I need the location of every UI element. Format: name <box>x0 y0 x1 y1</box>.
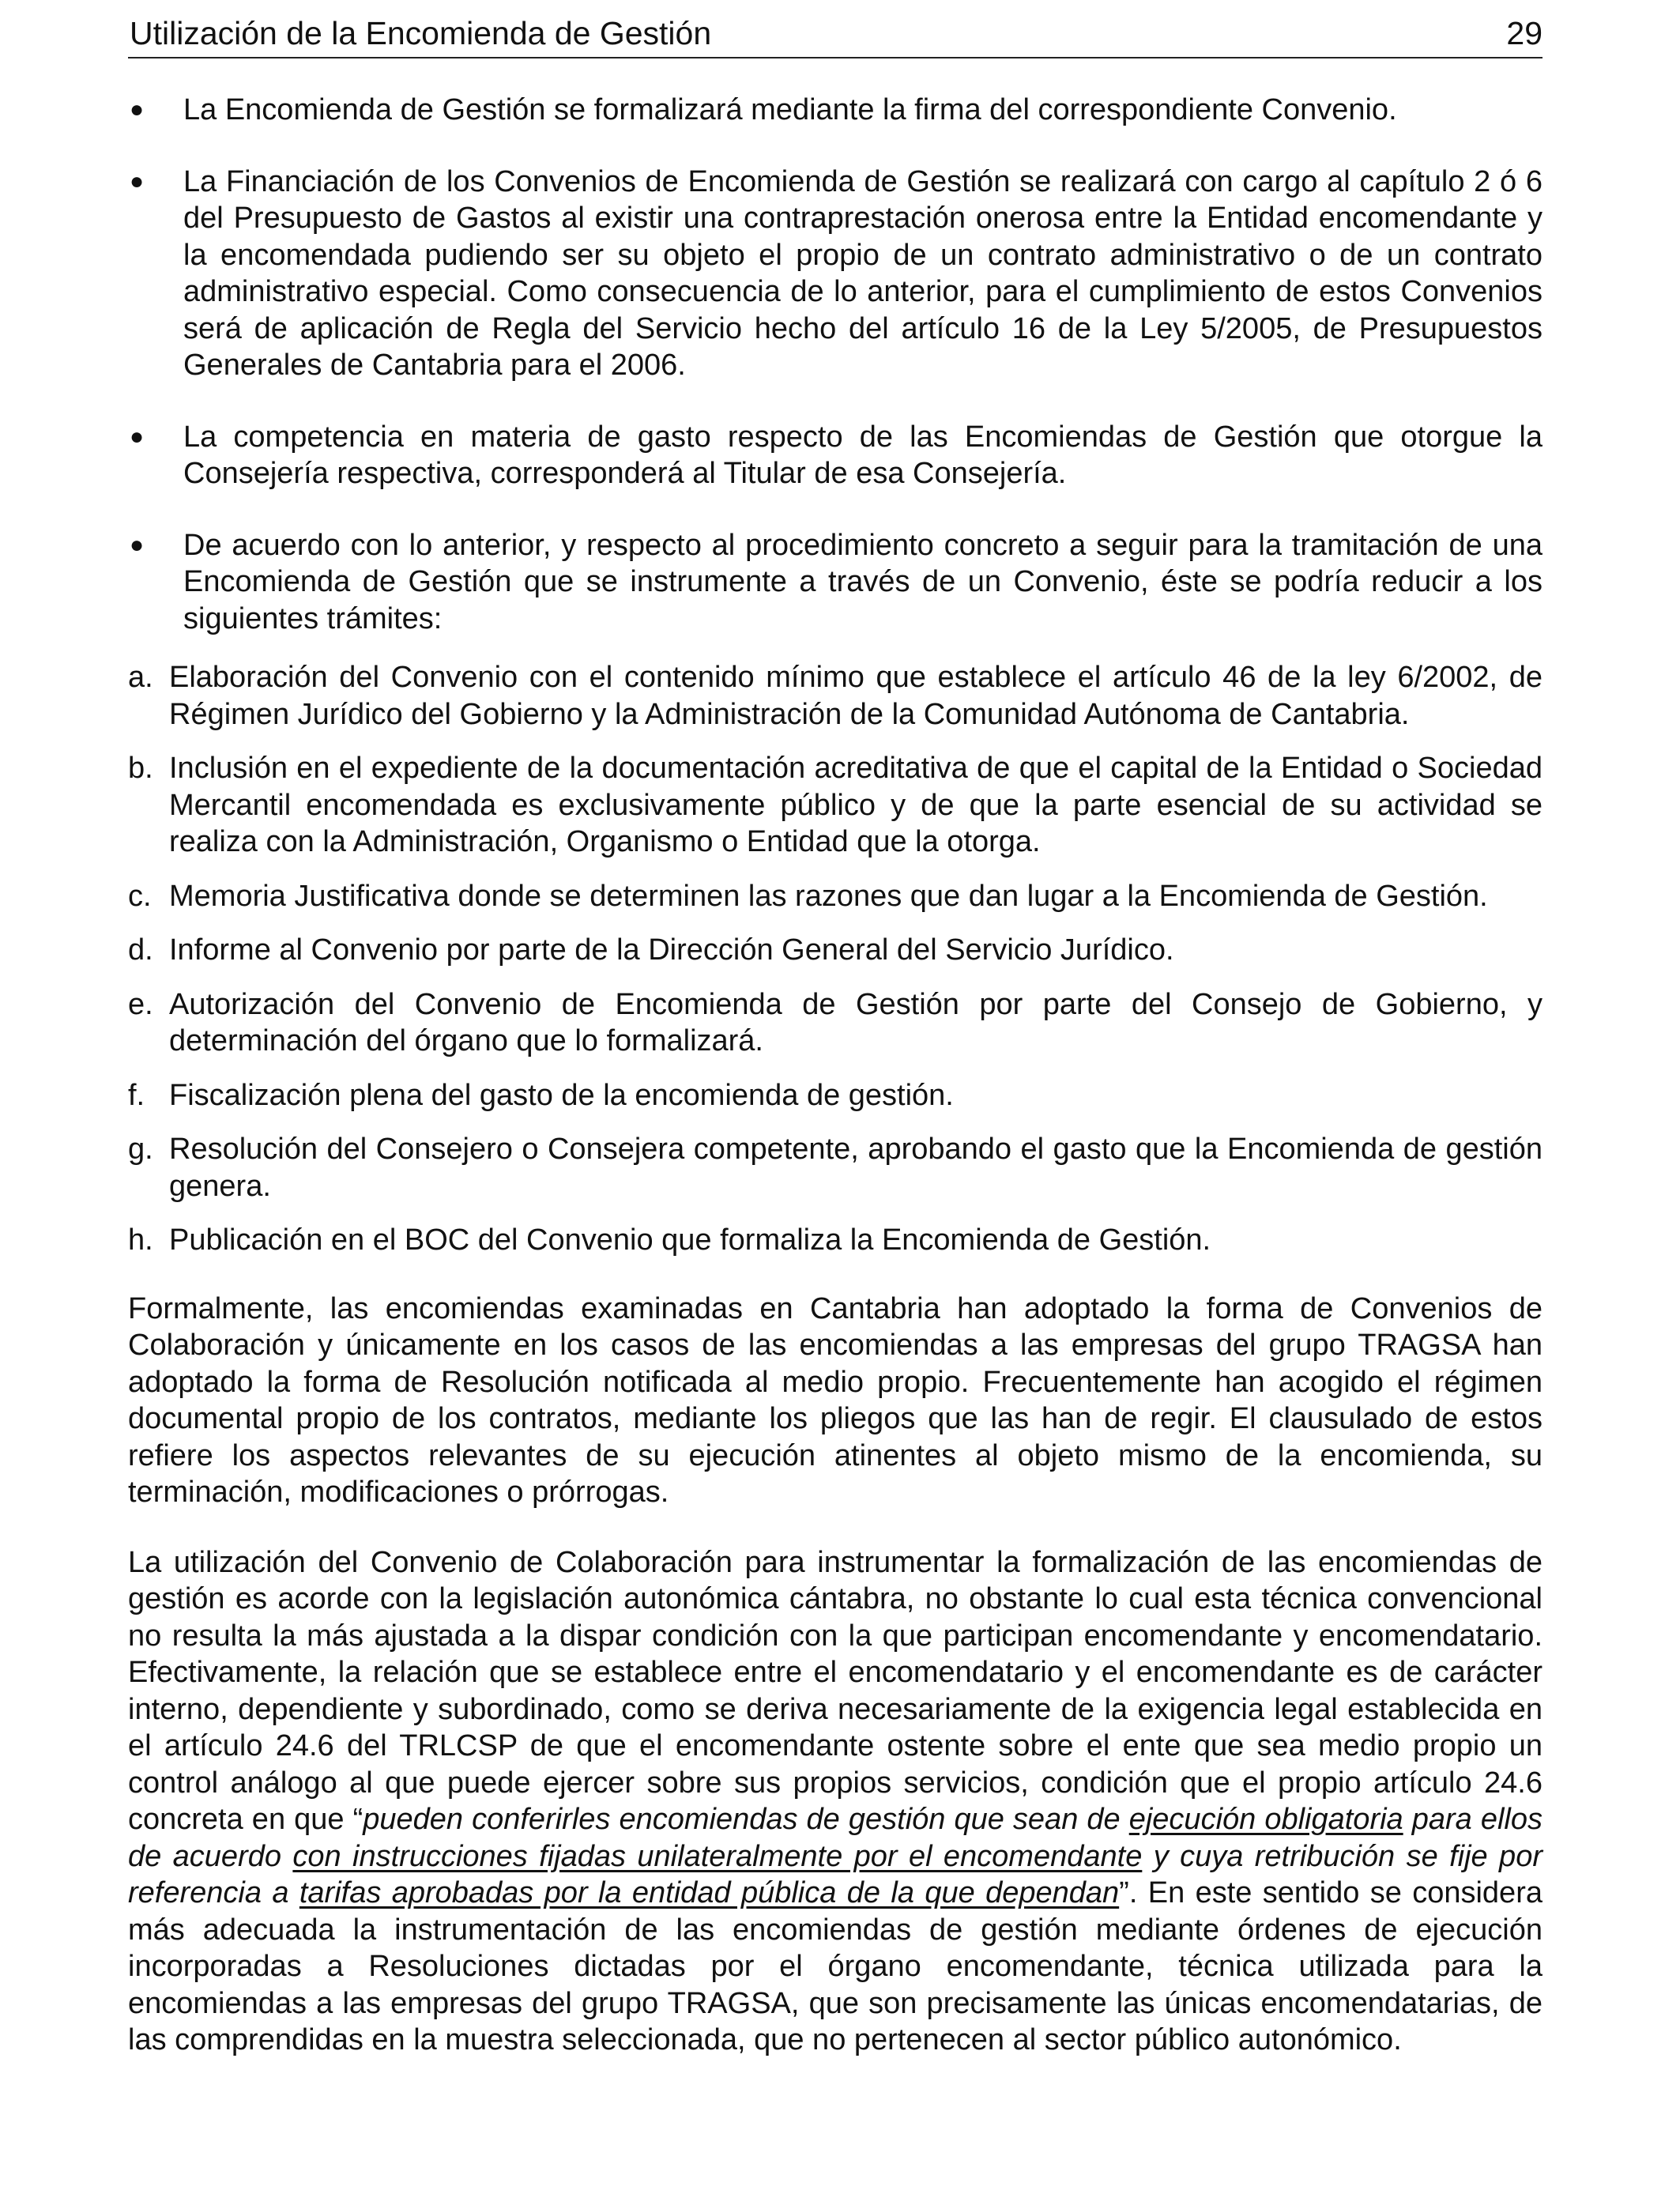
bullet-icon: ● <box>130 96 145 123</box>
step-label: b. <box>128 752 153 785</box>
paragraph <box>128 1544 1543 2059</box>
bullet-icon: ● <box>130 423 145 450</box>
header-title: Utilización de la Encomienda de Gestión <box>130 15 712 51</box>
quote-underlined-text: tarifas aprobadas por la entidad pública de la que dependan <box>299 1876 1120 1909</box>
step-text: Publicación en el BOC del Convenio que formaliza la Encomienda de Gestión. <box>169 1223 1211 1257</box>
step-text: Autorización del Convenio de Encomienda de Gestión por parte del Consejo de Gobierno, y determinación del órgano que lo formalizará. <box>169 987 1543 1057</box>
quote-text: pueden conferirles encomiendas de gestión que sean de <box>363 1803 1129 1836</box>
bullet-text: De acuerdo con lo anterior, y respecto al procedimiento concreto a seguir para la tramitación de una Encomienda de Gestión que se instrumente a través de un Convenio, éste se podría reducir a los siguientes trámites: <box>183 528 1543 635</box>
document-body <box>128 92 1543 2059</box>
step-item <box>128 1222 1543 1259</box>
page-number: 29 <box>1506 15 1543 51</box>
step-text: Resolución del Consejero o Consejera competente, aprobando el gasto que la Encomienda de gestión genera. <box>169 1133 1543 1203</box>
quote-text: y cuya retribución se fije por referencia a <box>128 1839 1543 1909</box>
bullet-text: La competencia en materia de gasto respecto de las Encomiendas de Gestión que otorgue la Consejería respectiva, corresponderá al Titular de esa Consejería. <box>183 420 1543 490</box>
step-label: e. <box>128 987 153 1021</box>
paragraph: Formalmente, las encomiendas examinadas en Cantabria han adoptado la forma de Convenios de Colaboración y únicamente en los casos de las encomiendas a las empresas del grupo TRAGSA han adoptado la forma de Resolución notificada al medio propio. Frecuentemente han acogido el régimen documental propio de los contratos, mediante los pliegos que las han de regir. El clausulado de estos refiere los aspectos relevantes de su ejecución atinentes al objeto mismo de la encomienda, su terminación, modificaciones o prórrogas. <box>128 1291 1543 1509</box>
step-text: Fiscalización plena del gasto de la encomienda de gestión. <box>169 1078 954 1112</box>
paragraph-text: ”. En este sentido se considera más adecuada la instrumentación de las encomiendas de gestión mediante órdenes de ejecución incorporadas a Resoluciones dictadas por el órgano encomendante, técnica utilizada para la encomiendas a las empresas del grupo TRAGSA, que son precisamente las únicas encomendatarias, de las comprendidas en la muestra seleccionada, que no pertenecen al sector público autonómico. <box>128 1876 1543 2056</box>
step-label: c. <box>128 879 152 913</box>
step-item <box>128 750 1543 861</box>
step-text: Inclusión en el expediente de la documentación acreditativa de que el capital de la Entidad o Sociedad Mercantil encomendada es exclusivamente público y de que la parte esencial de su actividad se realiza con la Administración, Organismo o Entidad que la otorga. <box>169 752 1543 858</box>
bullet-item <box>128 164 1543 384</box>
bullet-icon: ● <box>130 168 145 194</box>
step-label: h. <box>128 1223 153 1257</box>
quote-underlined-text: ejecución obligatoria <box>1128 1803 1403 1836</box>
bullet-item <box>128 419 1543 492</box>
step-item <box>128 1077 1543 1114</box>
step-item <box>128 1131 1543 1204</box>
step-item <box>128 986 1543 1060</box>
step-item <box>128 932 1543 969</box>
quote-underlined-text: con instrucciones fijadas unilateralmente por el encomendante <box>292 1839 1143 1873</box>
step-label: a. <box>128 661 153 694</box>
quote-text: para ellos de acuerdo <box>128 1803 1543 1873</box>
bullet-text: La Encomienda de Gestión se formalizará mediante la firma del correspondiente Convenio. <box>183 93 1397 126</box>
page-header <box>128 14 1543 58</box>
step-label: f. <box>128 1078 145 1112</box>
step-label: g. <box>128 1133 153 1166</box>
paragraph-text: La utilización del Convenio de Colaboración para instrumentar la formalización de las encomiendas de gestión es acorde con la legislación autonómica cántabra, no obstante lo cual esta técnica convencional no resulta la más ajustada a la dispar condición con la que participan encomendante y encomendatario. Efectivamente, la relación que se establece entre el encomendatario y el encomendante es de carácter interno, dependiente y subordinado, como se deriva necesariamente de la exigencia legal establecida en el artículo 24.6 del TRLCSP de que el encomendante ostente sobre el ente que sea medio propio un control análogo al que puede ejercer sobre sus propios servicios, condición que el propio artículo 24.6 concreta en que “ <box>128 1545 1543 1836</box>
step-label: d. <box>128 933 153 967</box>
step-text: Elaboración del Convenio con el contenido mínimo que establece el artículo 46 de la ley 6/2002, de Régimen Jurídico del Gobierno y la Administración de la Comunidad Autónoma de Cantabria. <box>169 661 1543 731</box>
step-text: Informe al Convenio por parte de la Dirección General del Servicio Jurídico. <box>169 933 1174 967</box>
bullet-item <box>128 527 1543 638</box>
step-item <box>128 659 1543 733</box>
bullet-icon: ● <box>130 531 145 558</box>
bullet-text: La Financiación de los Convenios de Encomienda de Gestión se realizará con cargo al capítulo 2 ó 6 del Presupuesto de Gastos al existir una contraprestación onerosa entre la Entidad encomendante y la encomendada pudiendo ser su objeto el propio de un contrato administrativo o de un contrato administrativo especial. Como consecuencia de lo anterior, para el cumplimiento de estos Convenios será de aplicación de Regla del Servicio hecho del artículo 16 de la Ley 5/2005, de Presupuestos Generales de Cantabria para el 2006. <box>183 164 1543 382</box>
bullet-item <box>128 92 1543 129</box>
step-text: Memoria Justificativa donde se determinen las razones que dan lugar a la Encomienda de Gestión. <box>169 879 1488 913</box>
step-item <box>128 878 1543 915</box>
